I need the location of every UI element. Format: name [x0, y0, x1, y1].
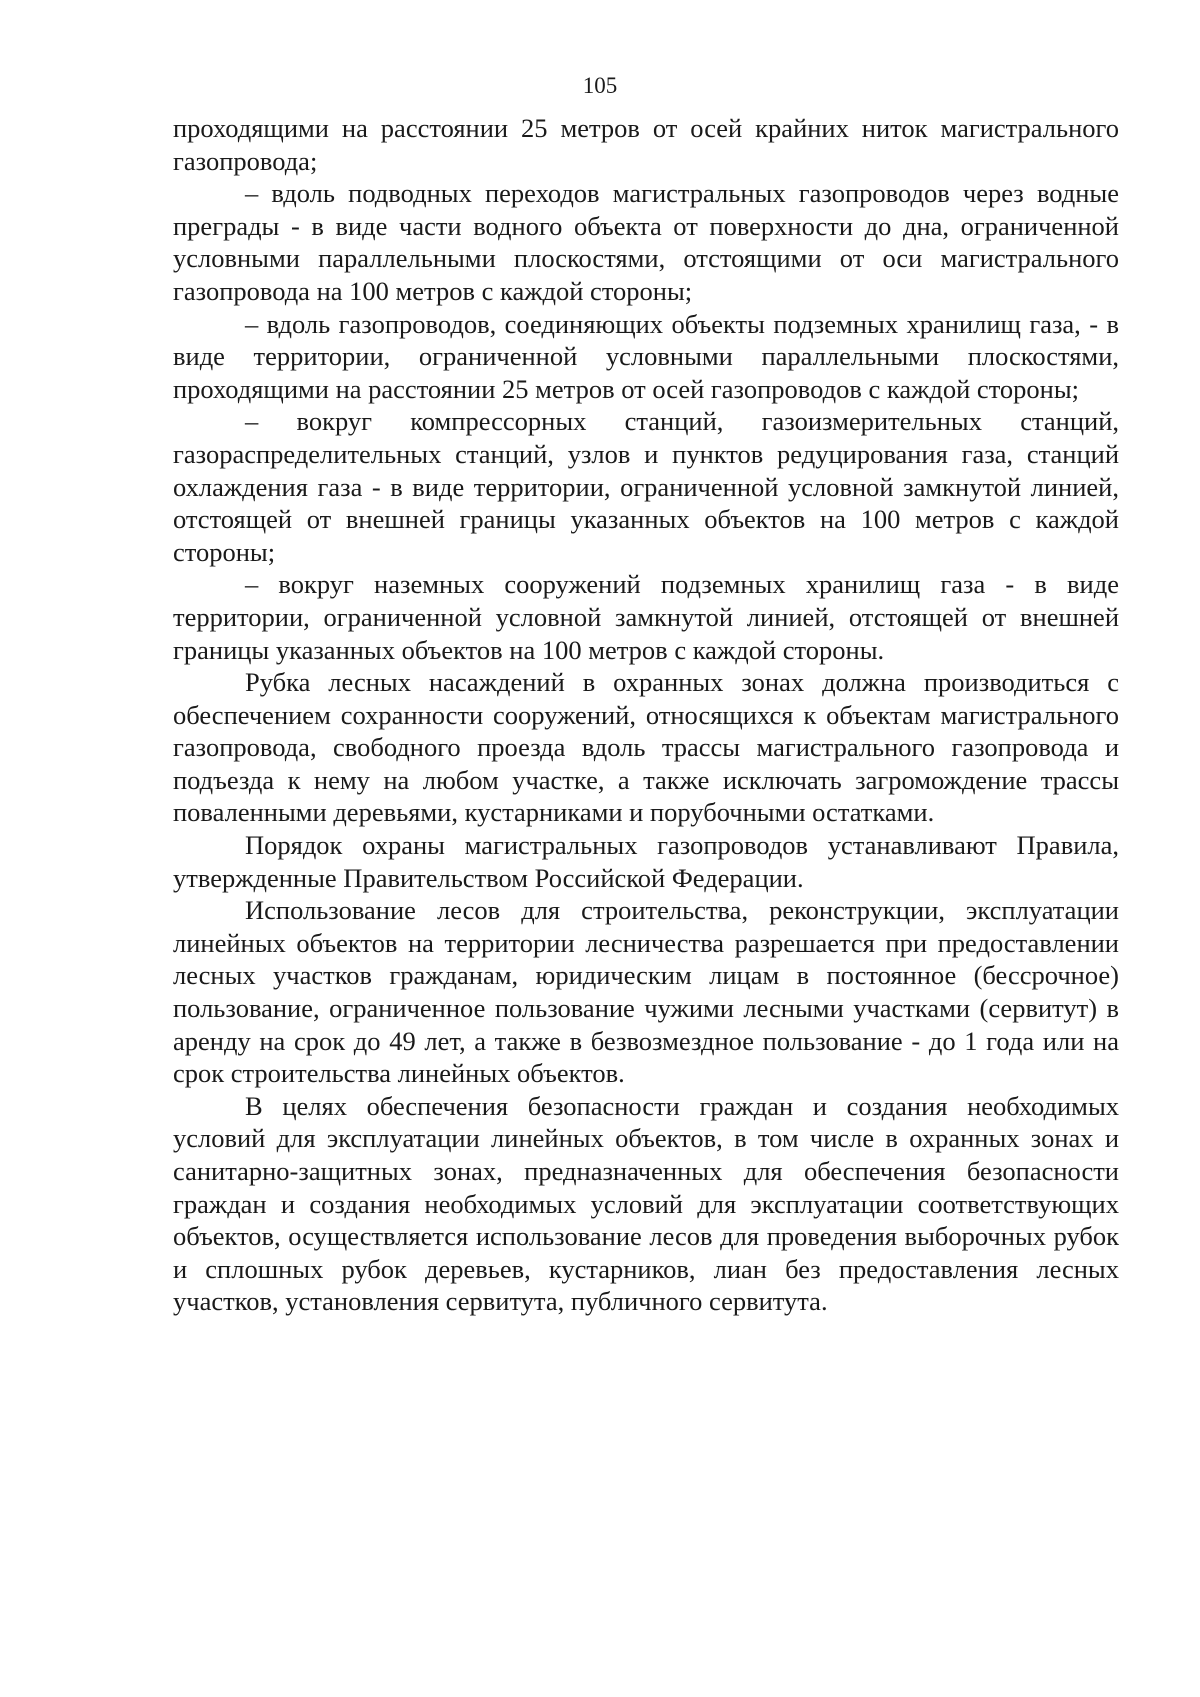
paragraph-compressor-stations: – вокруг компрессорных станций, газоизмерительных станций, газораспределительных станций, узлов и пунктов редуцирования газа, станций охлаждения газа - в виде территории, ограниченной условной замкнутой линией, отстоящей от внешней границы указанных объектов на 100 метров с каждой стороны; [173, 406, 1119, 567]
paragraph-forest-use-linear-objects: Использование лесов для строительства, реконструкции, эксплуатации линейных объектов на территории лесничества разрешается при предоставлении лесных участков гражданам, юридическим лицам в постоянное (бессрочное) пользование, ограниченное пользование чужими лесными участками (сервитут) в аренду на срок до 49 лет, а также в безвозмездное пользование - до 1 года или на срок строительства линейных объектов. [173, 895, 1119, 1089]
paragraph-protection-rules: Порядок охраны магистральных газопроводов устанавливают Правила, утвержденные Правительством Российской Федерации. [173, 830, 1119, 893]
page-number: 105 [582, 73, 618, 98]
paragraph-storage-pipelines: – вдоль газопроводов, соединяющих объекты подземных хранилищ газа, - в виде территории, ограниченной условными параллельными плоскостями, проходящими на расстоянии 25 метров от осей газопроводов с каждой стороны; [173, 308, 1119, 404]
paragraph-safety-logging: В целях обеспечения безопасности граждан и создания необходимых условий для эксплуатации линейных объектов, в том числе в охранных зонах и санитарно-защитных зонах, предназначенных для обеспечения безопасности граждан и создания необходимых условий для эксплуатации соответствующих объектов, осуществляется использование лесов для проведения выборочных рубок и сплошных рубок деревьев, кустарников, лиан без предоставления лесных участков, установления сервитута, публичного сервитута. [173, 1090, 1119, 1317]
body-text [173, 112, 1119, 1318]
paragraph-logging-requirements: Рубка лесных насаждений в охранных зонах должна производиться с обеспечением сохранности сооружений, относящихся к объектам магистрального газопровода, свободного проезда вдоль трассы магистрального газопровода и подъезда к нему на любом участке, а также исключать загромождение трассы поваленными деревьями, кустарниками и порубочными остатками. [173, 667, 1119, 828]
paragraph-ground-structures: – вокруг наземных сооружений подземных хранилищ газа - в виде территории, ограниченной условной замкнутой линией, отстоящей от внешней границы указанных объектов на 100 метров с каждой стороны. [173, 569, 1119, 665]
paragraph-underwater-crossings: – вдоль подводных переходов магистральных газопроводов через водные преграды - в виде части водного объекта от поверхности до дна, ограниченной условными параллельными плоскостями, отстоящими от оси магистрального газопровода на 100 метров с каждой стороны; [173, 178, 1119, 306]
paragraph-continuation: проходящими на расстоянии 25 метров от осей крайних ниток магистрального газопровода; [173, 113, 1119, 176]
